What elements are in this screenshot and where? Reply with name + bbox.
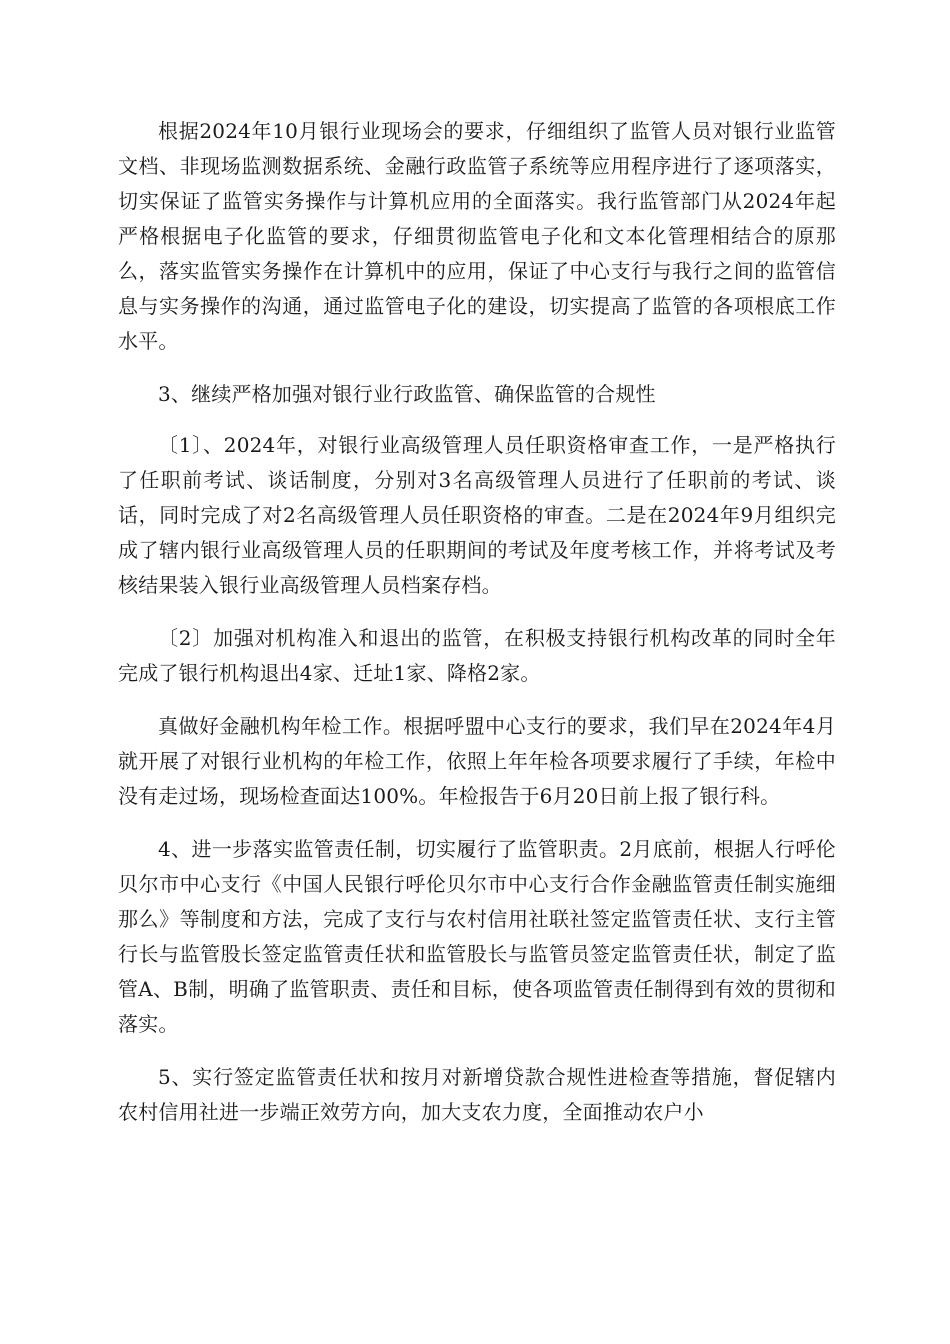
paragraph-annual-inspection: 真做好金融机构年检工作。根据呼盟中心支行的要求，我们早在2024年4月就开展了对银行业机构的年检工作，依照上年年检各项要求履行了手续，年检中没有走过场，现场检查面达100%。年检报告于6月20日前上报了银行科。 (118, 714, 836, 808)
paragraph-electronic-supervision: 根据2024年10月银行业现场会的要求，仔细组织了监管人员对银行业监管文档、非现场监测数据系统、金融行政监管子系统等应用程序进行了逐项落实，切实保证了监管实务操作与计算机应用的全面落实。我行监管部门从2024年起严格根据电子化监管的要求，仔细贯彻监管电子化和文本化管理相结合的原那么，落实监管实务操作在计算机中的应用，保证了中心支行与我行之间的监管信息与实务操作的沟通，通过监管电子化的建设，切实提高了监管的各项根底工作水平。 (118, 119, 836, 353)
paragraph-section-5-measures: 5、实行签定监管责任状和按月对新增贷款合规性进检查等措施，督促辖内农村信用社进一步端正效劳方向，加大支农力度，全面推动农户小 (118, 1065, 836, 1124)
section-heading-3: 3、继续严格加强对银行业行政监管、确保监管的合规性 (158, 382, 656, 406)
paragraph-institution-entry-exit: 〔2〕加强对机构准入和退出的监管，在积极支持银行机构改革的同时全年完成了银行机构退出4家、迁址1家、降格2家。 (118, 626, 836, 685)
paragraph-section-4-responsibility: 4、进一步落实监管责任制，切实履行了监管职责。2月底前，根据人行呼伦贝尔市中心支行《中国人民银行呼伦贝尔市中心支行合作金融监管责任制实施细那么》等制度和方法，完成了支行与农村信用社联社签定监管责任状、支行主管行长与监管股长签定监管责任状和监管股长与监管员签定监管责任状，制定了监管A、B制，明确了监管职责、责任和目标，使各项监管责任制得到有效的贯彻和落实。 (118, 837, 836, 1036)
document-body (118, 114, 836, 1148)
paragraph-senior-management-review: 〔1〕、2024年，对银行业高级管理人员任职资格审查工作，一是严格执行了任职前考试、谈话制度，分别对3名高级管理人员进行了任职前的考试、谈话，同时完成了对2名高级管理人员任职资格的审查。二是在2024年9月组织完成了辖内银行业高级管理人员的任职期间的考试及年度考核工作，并将考试及考核结果装入银行业高级管理人员档案存档。 (118, 433, 836, 597)
